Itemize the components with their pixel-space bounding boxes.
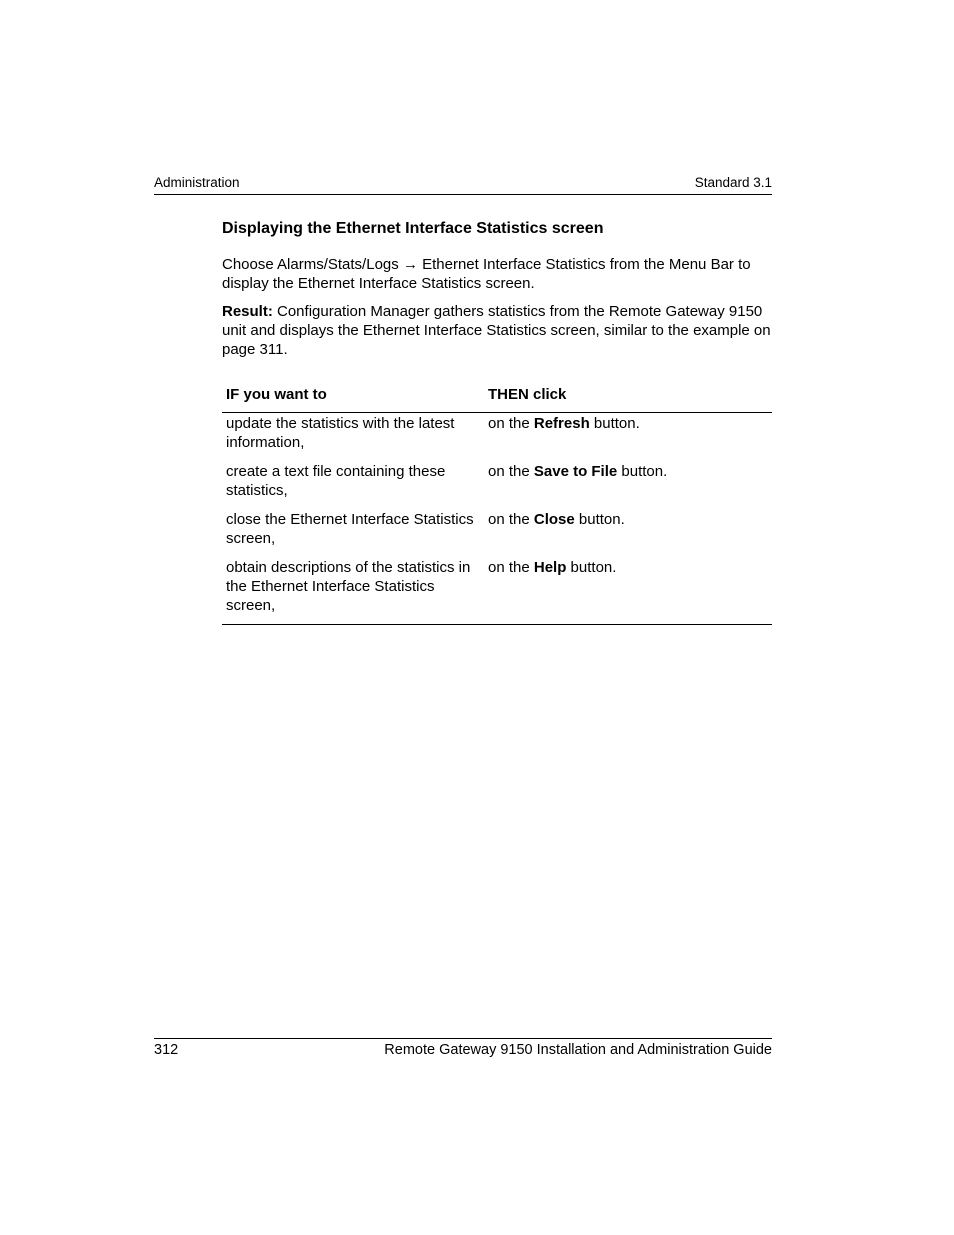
close-button-label: Close xyxy=(533,511,575,528)
help-button-label: Help xyxy=(533,559,567,576)
then-prefix: on the xyxy=(488,511,534,528)
if-then-table xyxy=(222,380,772,625)
result-label: Result: xyxy=(222,303,273,320)
table-row xyxy=(222,462,772,510)
table-header-then: THEN click xyxy=(484,380,772,413)
then-suffix: button. xyxy=(617,463,668,480)
refresh-button-label: Refresh xyxy=(533,415,590,432)
table-cell-if: create a text file containing these statistics, xyxy=(226,463,446,499)
then-suffix: button. xyxy=(574,511,625,528)
header-section-name: Administration xyxy=(154,175,240,190)
page-footer xyxy=(154,1038,772,1058)
result-paragraph xyxy=(222,302,772,359)
guide-title: Remote Gateway 9150 Installation and Administration Guide xyxy=(384,1042,772,1058)
table-row xyxy=(222,510,772,558)
table-cell-if: update the statistics with the latest information, xyxy=(226,415,455,451)
table-cell-then xyxy=(484,510,772,558)
main-content xyxy=(222,219,772,625)
then-prefix: on the xyxy=(488,463,534,480)
result-text: Configuration Manager gathers statistics from the Remote Gateway 9150 unit and displays the Ethernet Interface Statistics screen, similar to the example on page 311. xyxy=(222,303,771,358)
table-cell-then xyxy=(484,413,772,463)
intro-text-before-arrow: Choose Alarms/Stats/Logs xyxy=(222,256,399,273)
table-row xyxy=(222,413,772,463)
table-cell-then xyxy=(484,558,772,625)
table-cell-then xyxy=(484,462,772,510)
page-header xyxy=(154,174,772,195)
section-title: Displaying the Ethernet Interface Statistics screen xyxy=(222,220,604,237)
table-cell-if: obtain descriptions of the statistics in the Ethernet Interface Statistics screen, xyxy=(222,558,484,625)
table-row xyxy=(222,558,772,625)
page-number: 312 xyxy=(154,1042,179,1058)
intro-paragraph xyxy=(222,255,772,293)
header-standard-version: Standard 3.1 xyxy=(694,175,772,190)
then-suffix: button. xyxy=(566,559,617,576)
arrow-icon: → xyxy=(402,256,418,273)
table-cell-if: close the Ethernet Interface Statistics screen, xyxy=(226,511,474,547)
intro-text-after-arrow: Ethernet Interface Statistics from the Menu Bar to display the Ethernet Interface Statistics screen. xyxy=(222,256,751,292)
table-header-if: IF you want to xyxy=(222,380,484,413)
table-header-row xyxy=(222,380,772,413)
save-to-file-button-label: Save to File xyxy=(533,463,618,480)
then-suffix: button. xyxy=(589,415,640,432)
then-prefix: on the xyxy=(488,415,534,432)
then-prefix: on the xyxy=(488,559,534,576)
